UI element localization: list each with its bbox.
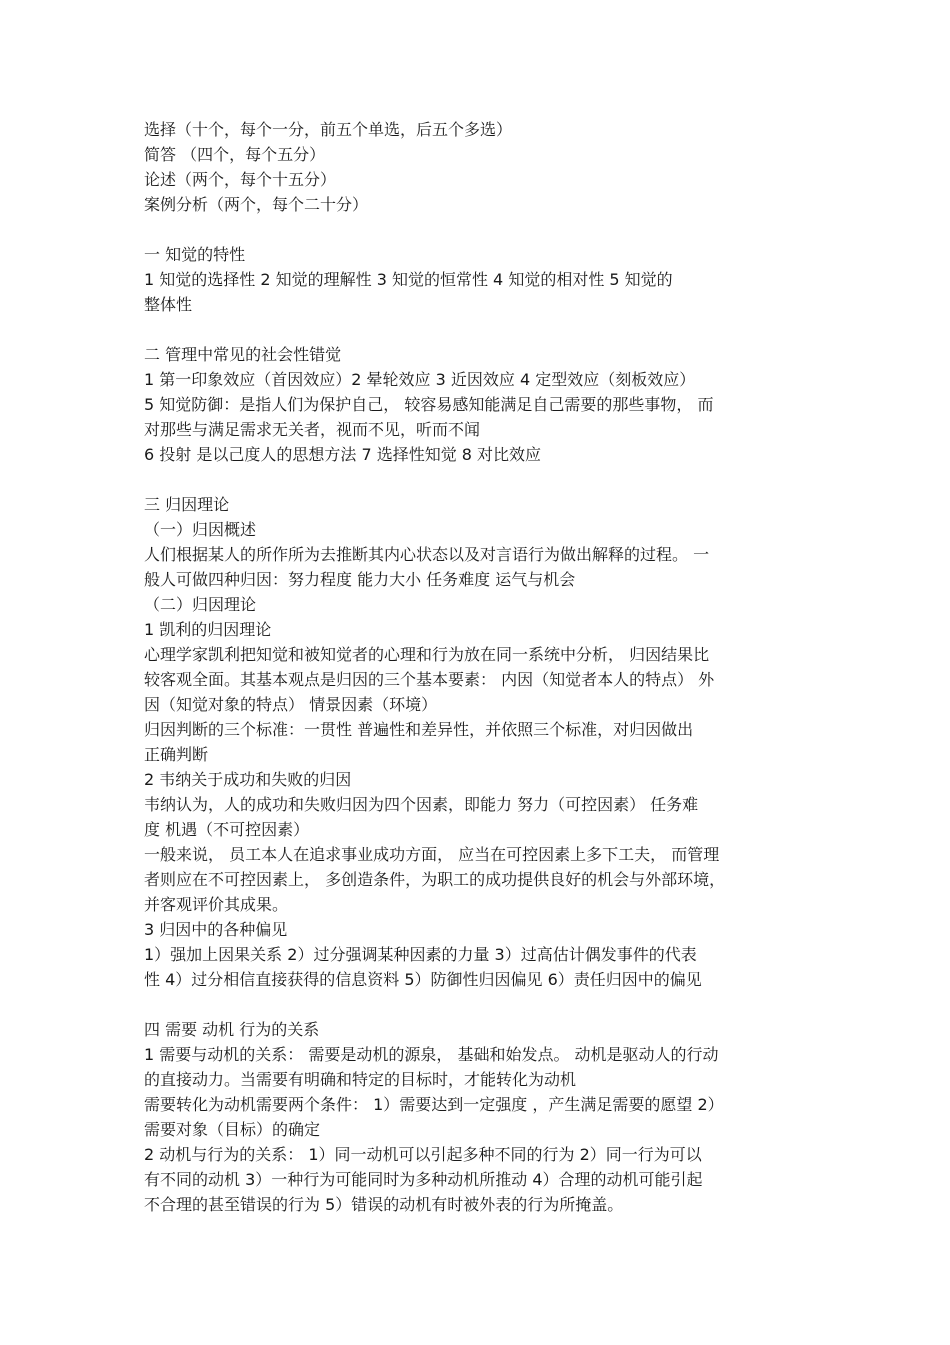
paragraph-line: 有不同的动机 3）一种行为可能同时为多种动机所推动 4）合理的动机可能引起	[144, 1170, 703, 1189]
paragraph-line: 1 第一印象效应（首因效应）2 晕轮效应 3 近因效应 4 定型效应（刻板效应）	[144, 370, 696, 389]
paragraph-line: 1 凯利的归因理论	[144, 620, 272, 639]
paragraph-line: 1）强加上因果关系 2）过分强调某种因素的力量 3）过高估计偶发事件的代表	[144, 945, 697, 964]
spacer	[144, 467, 808, 492]
paragraph-line: 度 机遇（不可控因素）	[144, 820, 310, 839]
paragraph-line: 心理学家凯利把知觉和被知觉者的心理和行为放在同一系统中分析， 归因结果比	[144, 645, 710, 664]
paragraph-line: 一般来说， 员工本人在追求事业成功方面， 应当在可控因素上多下工夫， 而管理	[144, 845, 720, 864]
section-heading-4: 四 需要 动机 行为的关系	[144, 1020, 320, 1039]
exam-format-choice: 选择（十个，每个一分，前五个单选，后五个多选）	[144, 120, 513, 139]
paragraph-line: 1 知觉的选择性 2 知觉的理解性 3 知觉的恒常性 4 知觉的相对性 5 知觉的	[144, 270, 673, 289]
paragraph-line: 较客观全面。其基本观点是归因的三个基本要素： 内因（知觉者本人的特点） 外	[144, 670, 715, 689]
paragraph-line: 因（知觉对象的特点） 情景因素（环境）	[144, 695, 438, 714]
paragraph-line: 正确判断	[144, 745, 209, 764]
paragraph-line: 对那些与满足需求无关者，视而不见，听而不闻	[144, 420, 481, 439]
spacer	[144, 217, 808, 242]
paragraph-line: 者则应在不可控因素上， 多创造条件，为职工的成功提供良好的机会与外部环境，	[144, 870, 726, 889]
paragraph-line: （二）归因理论	[144, 595, 257, 614]
paragraph-line: 2 韦纳关于成功和失败的归因	[144, 770, 352, 789]
paragraph-line: 归因判断的三个标准：一贯性 普遍性和差异性，并依照三个标准，对归因做出	[144, 720, 694, 739]
paragraph-line: 1 需要与动机的关系： 需要是动机的源泉， 基础和始发点。 动机是驱动人的行动	[144, 1045, 719, 1064]
paragraph-line: 3 归因中的各种偏见	[144, 920, 288, 939]
paragraph-line: 性 4）过分相信直接获得的信息资料 5）防御性归因偏见 6）责任归因中的偏见	[144, 970, 702, 989]
spacer	[144, 317, 808, 342]
paragraph-line: 5 知觉防御：是指人们为保护自己， 较容易感知能满足自己需要的那些事物， 而	[144, 395, 714, 414]
exam-format-essay: 论述（两个，每个十五分）	[144, 170, 337, 189]
paragraph-line: 整体性	[144, 295, 193, 314]
paragraph-line: 韦纳认为，人的成功和失败归因为四个因素，即能力 努力（可控因素） 任务难	[144, 795, 699, 814]
paragraph-line: 需要转化为动机需要两个条件： 1）需要达到一定强度 ，产生满足需要的愿望 2）	[144, 1095, 724, 1114]
paragraph-line: 6 投射 是以己度人的思想方法 7 选择性知觉 8 对比效应	[144, 445, 542, 464]
exam-format-case-study: 案例分析（两个，每个二十分）	[144, 195, 369, 214]
exam-format-short-answer: 简答 （四个，每个五分）	[144, 145, 326, 164]
spacer	[144, 992, 808, 1017]
paragraph-line: 人们根据某人的所作所为去推断其内心状态以及对言语行为做出解释的过程。 一	[144, 545, 710, 564]
paragraph-line: 不合理的甚至错误的行为 5）错误的动机有时被外表的行为所掩盖。	[144, 1195, 624, 1214]
section-heading-2: 二 管理中常见的社会性错觉	[144, 345, 342, 364]
paragraph-line: 并客观评价其成果。	[144, 895, 289, 914]
document-page	[144, 117, 808, 1217]
paragraph-line: （一）归因概述	[144, 520, 257, 539]
section-heading-1: 一 知觉的特性	[144, 245, 246, 264]
paragraph-line: 般人可做四种归因：努力程度 能力大小 任务难度 运气与机会	[144, 570, 576, 589]
paragraph-line: 2 动机与行为的关系： 1）同一动机可以引起多种不同的行为 2）同一行为可以	[144, 1145, 702, 1164]
section-heading-3: 三 归因理论	[144, 495, 230, 514]
paragraph-line: 需要对象（目标）的确定	[144, 1120, 321, 1139]
paragraph-line: 的直接动力。当需要有明确和特定的目标时，才能转化为动机	[144, 1070, 577, 1089]
